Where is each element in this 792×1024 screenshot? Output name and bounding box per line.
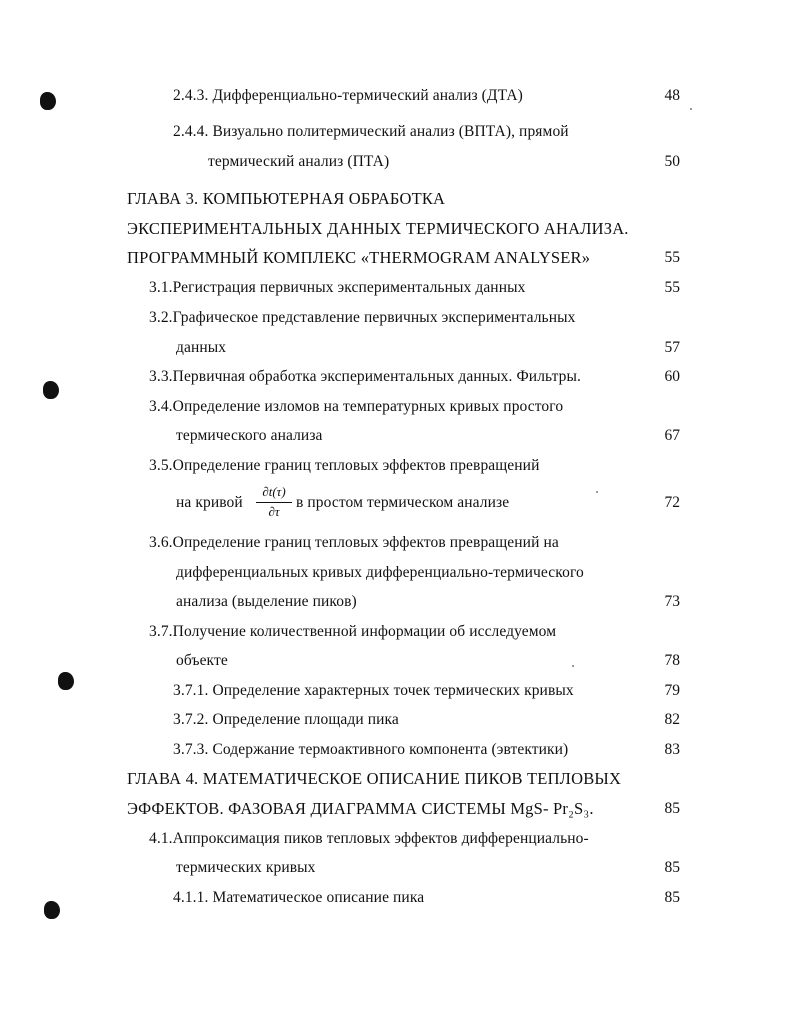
toc-line: термических кривых xyxy=(176,859,316,876)
toc-line: 2.4.4. Визуально политермический анализ (ВПТА), прямой xyxy=(173,123,569,140)
toc-line-before-formula: на кривой xyxy=(176,494,243,511)
chapter-heading: ЭФФЕКТОВ. ФАЗОВАЯ ДИАГРАММА СИСТЕМЫ MgS- Pr₂S₃. xyxy=(127,799,594,818)
toc-page-number: 82 xyxy=(664,711,680,728)
toc-line: 3.4.Определение изломов на температурных кривых простого xyxy=(149,398,564,415)
chapter-heading: ЭКСПЕРИМЕНТАЛЬНЫХ ДАННЫХ ТЕРМИЧЕСКОГО АНАЛИЗА. xyxy=(127,219,629,238)
toc-page-number: 79 xyxy=(664,682,680,699)
formula-numerator: ∂t(τ) xyxy=(262,484,286,499)
toc-line: 4.1.Аппроксимация пиков тепловых эффектов дифференциально- xyxy=(149,830,589,847)
toc-line: 3.5.Определение границ тепловых эффектов превращений xyxy=(149,457,540,474)
punch-hole xyxy=(40,92,56,110)
toc-line: 3.7.3. Содержание термоактивного компонента (эвтектики) xyxy=(173,741,569,758)
toc-page-number: 85 xyxy=(664,859,680,876)
toc-page-number: 55 xyxy=(664,279,680,296)
toc-line: 3.3.Первичная обработка экспериментальных данных. Фильтры. xyxy=(149,368,582,385)
punch-hole xyxy=(58,672,74,690)
toc-line: объекте xyxy=(176,652,228,669)
toc-page-number: 85 xyxy=(664,800,680,817)
toc-line: 3.2.Графическое представление первичных экспериментальных xyxy=(149,309,576,326)
toc-line: 3.7.1. Определение характерных точек термических кривых xyxy=(173,682,574,699)
chapter-heading: ГЛАВА 3. КОМПЬЮТЕРНАЯ ОБРАБОТКА xyxy=(127,189,446,208)
toc-page-number: 60 xyxy=(664,368,680,385)
toc-page-number: 48 xyxy=(664,87,680,104)
chapter-heading: ГЛАВА 4. МАТЕМАТИЧЕСКОЕ ОПИСАНИЕ ПИКОВ ТЕПЛОВЫХ xyxy=(127,769,622,788)
toc-page-number: 83 xyxy=(664,741,680,758)
toc-line: 4.1.1. Математическое описание пика xyxy=(173,889,425,906)
formula-denominator: ∂τ xyxy=(268,504,280,519)
toc-line: 3.7.Получение количественной информации об исследуемом xyxy=(149,623,557,640)
toc-line: дифференциальных кривых дифференциально-термического xyxy=(176,564,584,581)
toc-page-number: 55 xyxy=(664,249,680,266)
toc-line: 3.1.Регистрация первичных экспериментальных данных xyxy=(149,279,526,296)
toc-line: термического анализа xyxy=(176,427,323,444)
toc-page-number: 78 xyxy=(664,652,680,669)
toc-page-number: 85 xyxy=(664,889,680,906)
derivative-formula xyxy=(256,484,292,520)
toc-line-after-formula: в простом термическом анализе xyxy=(296,494,510,511)
toc-page-number: 50 xyxy=(664,153,680,170)
chapter-heading: ПРОГРАММНЫЙ КОМПЛЕКС «THERMOGRAM ANALYSER» xyxy=(127,248,591,267)
punch-hole xyxy=(43,381,59,399)
toc-page-number: 72 xyxy=(664,494,680,511)
toc-line: 3.6.Определение границ тепловых эффектов превращений на xyxy=(149,534,559,551)
toc-line: анализа (выделение пиков) xyxy=(176,593,357,610)
toc-line: 2.4.3. Дифференциально-термический анализ (ДТА) xyxy=(173,87,523,104)
scan-speck xyxy=(690,108,692,110)
toc-page-number: 67 xyxy=(664,427,680,444)
toc-page-number: 73 xyxy=(664,593,680,610)
toc-line: термический анализ (ПТА) xyxy=(208,153,390,170)
punch-hole xyxy=(44,901,60,919)
toc-line: 3.7.2. Определение площади пика xyxy=(173,711,399,728)
fraction-bar xyxy=(256,502,292,503)
toc-page-number: 57 xyxy=(664,339,680,356)
scan-speck xyxy=(596,491,598,493)
scan-speck xyxy=(572,665,574,667)
toc-line: данных xyxy=(176,339,227,356)
